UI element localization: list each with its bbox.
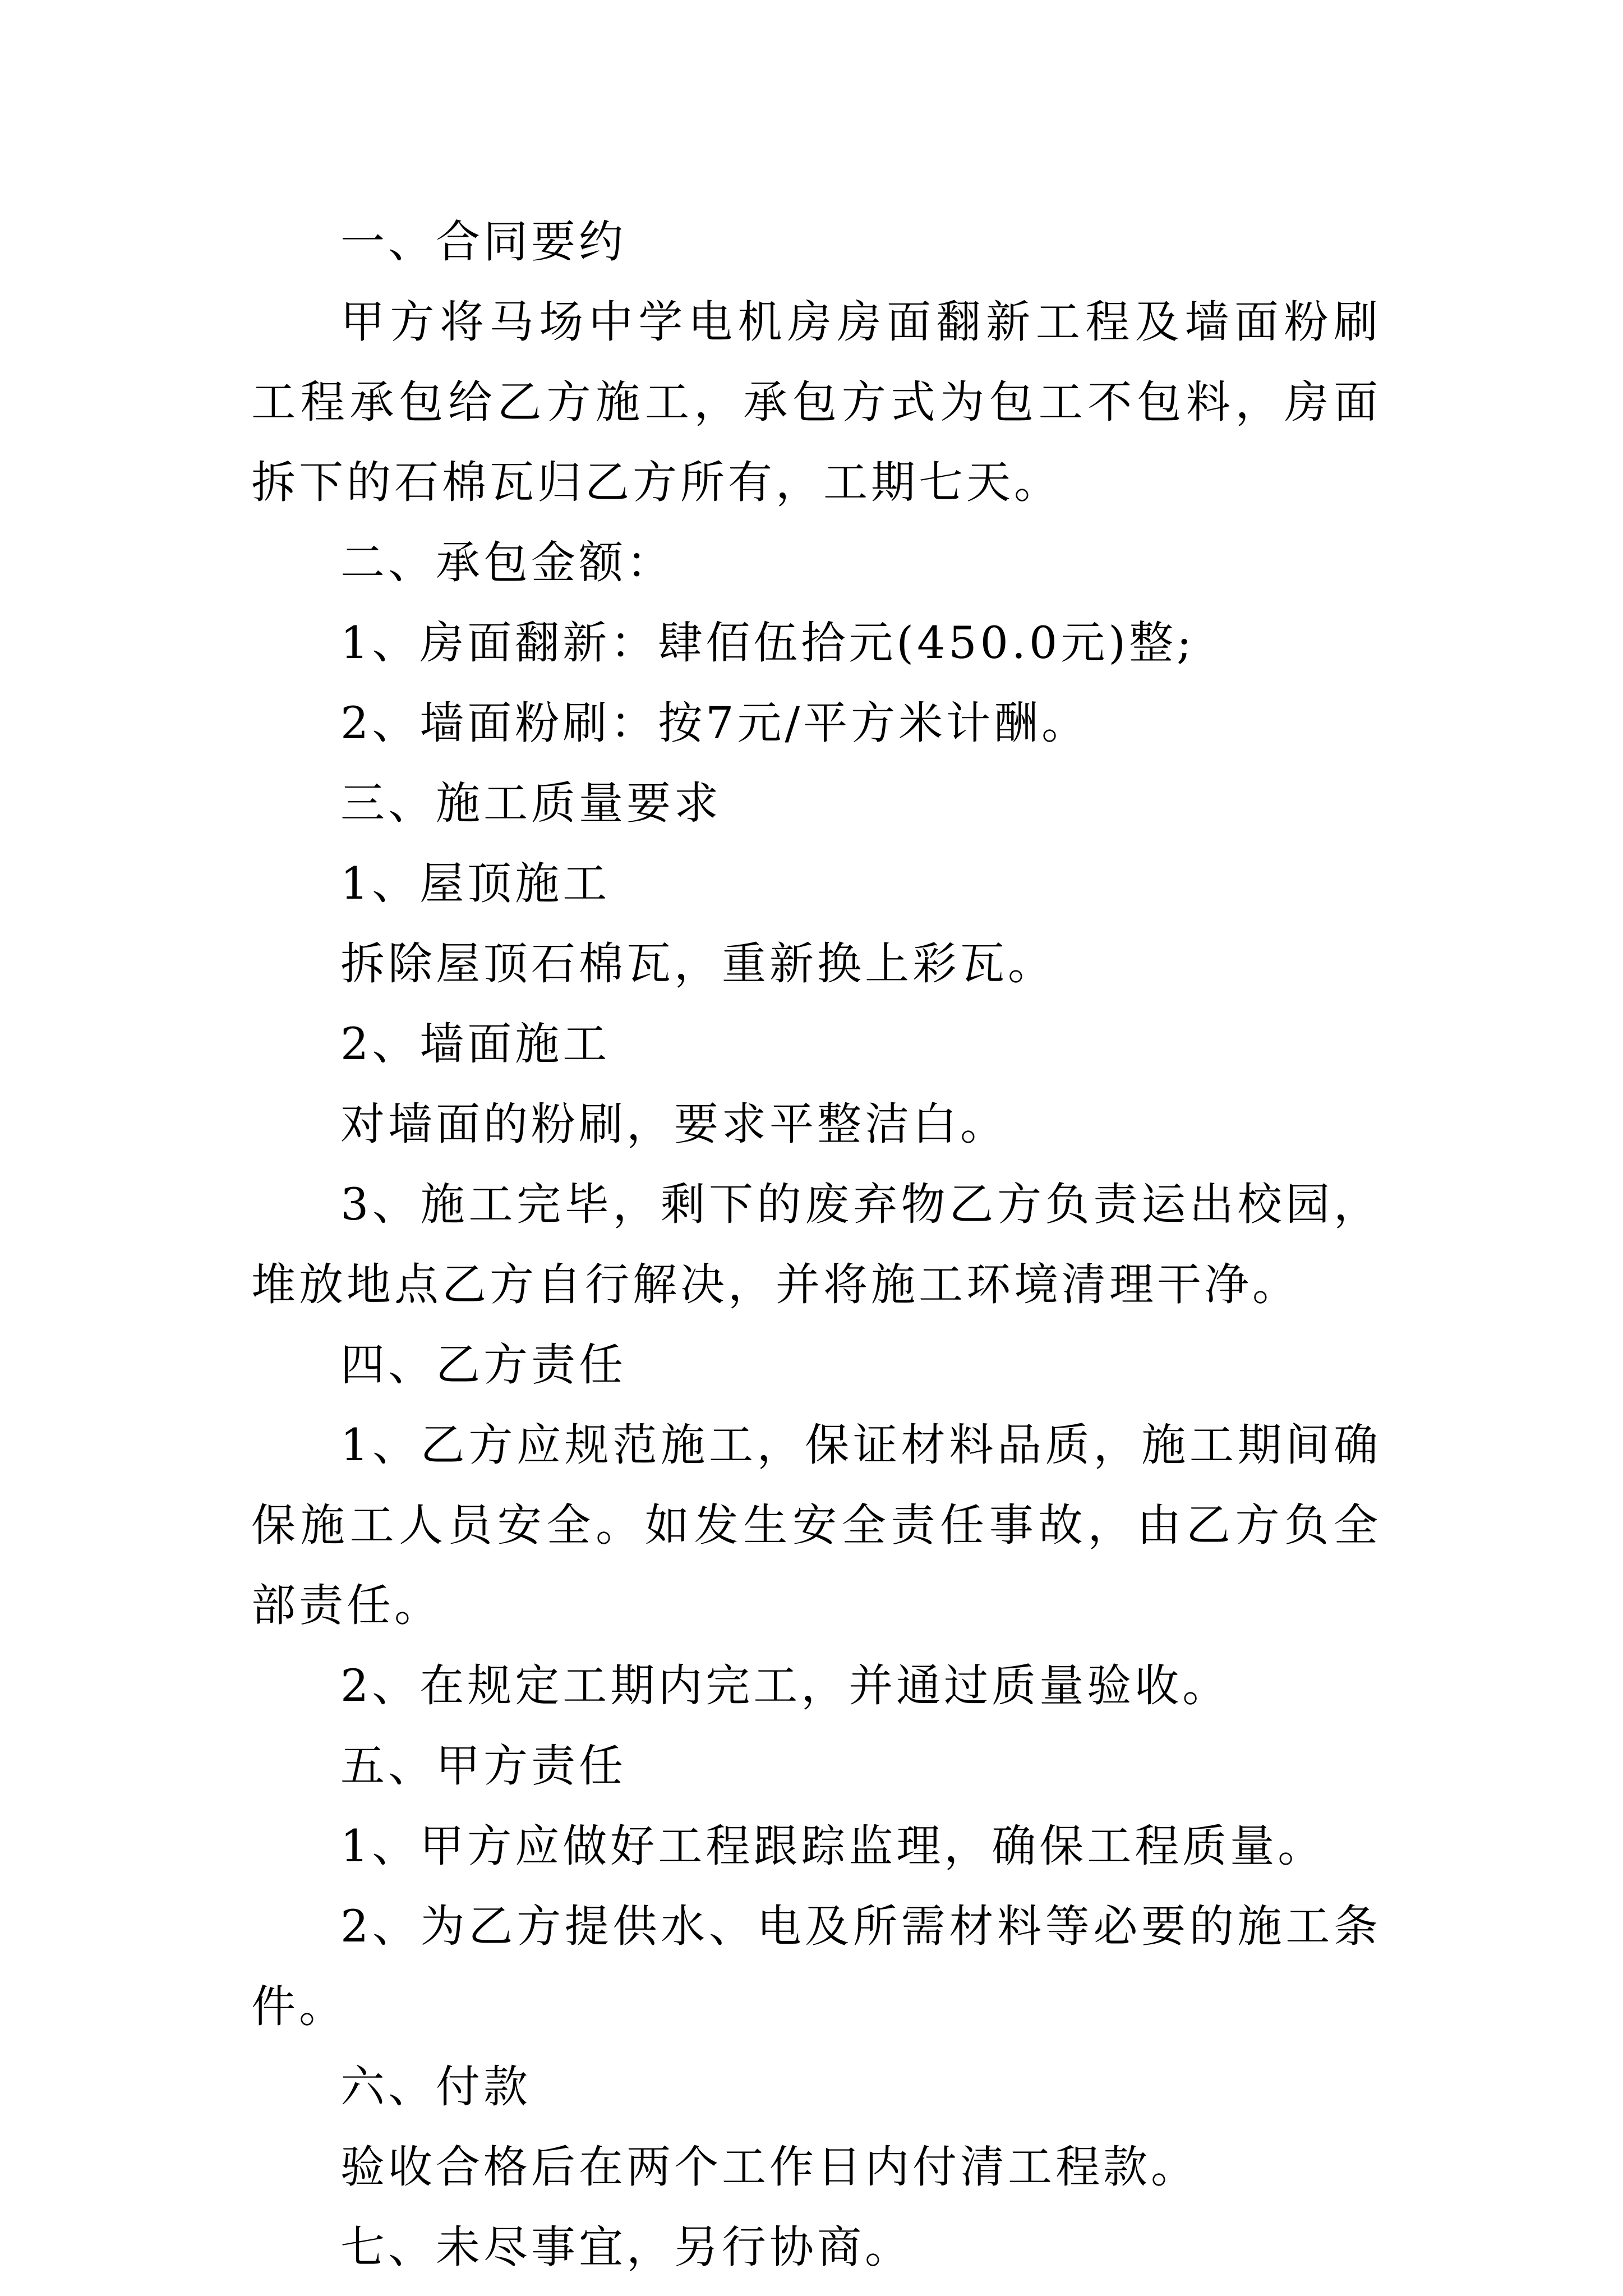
item-party-b-deadline: 2、在规定工期内完工，并通过质量验收。	[340, 1660, 1230, 1711]
heading-contract-terms: 一、合同要约	[340, 216, 626, 268]
paragraph-contract-scope: 甲方将马场中学电机房房面翻新工程及墙面粉刷工程承包给乙方施工，承包方式为包工不包料，房面拆下的石棉瓦归乙方所有，工期七天。	[251, 296, 1381, 508]
paragraph-wall-work-detail: 对墙面的粉刷，要求平整洁白。	[340, 1098, 1008, 1150]
heading-party-b-duties: 四、乙方责任	[340, 1339, 626, 1391]
item-wall-painting-fee: 2、墙面粉刷：按7元/平方米计酬。	[340, 697, 1090, 749]
paragraph-roof-work-detail: 拆除屋顶石棉瓦，重新换上彩瓦。	[340, 938, 1055, 990]
heading-contract-amount: 二、承包金额：	[340, 537, 674, 588]
item-roof-renovation-fee: 1、房面翻新：肆佰伍拾元(450.0元)整;	[340, 617, 1195, 669]
heading-other-matters: 七、未尽事宜，另行协商。	[340, 2221, 912, 2273]
heading-quality-requirements: 三、施工质量要求	[340, 777, 722, 829]
document-body	[251, 202, 1381, 2288]
item-party-b-safety: 1、乙方应规范施工，保证材料品质，施工期间确保施工人员安全。如发生安全责任事故，由乙方负全部责任。	[251, 1419, 1381, 1631]
paragraph-payment-detail: 验收合格后在两个工作日内付清工程款。	[340, 2141, 1198, 2193]
item-waste-cleanup: 3、施工完毕，剩下的废弃物乙方负责运出校园，堆放地点乙方自行解决，并将施工环境清理干净。	[251, 1179, 1381, 1310]
heading-payment: 六、付款	[340, 2061, 531, 2113]
item-party-a-supervision: 1、甲方应做好工程跟踪监理，确保工程质量。	[340, 1820, 1326, 1872]
item-roof-work: 1、屋顶施工	[340, 858, 611, 909]
item-wall-work: 2、墙面施工	[340, 1018, 611, 1070]
heading-party-a-duties: 五、甲方责任	[340, 1740, 626, 1792]
item-party-a-supplies: 2、为乙方提供水、电及所需材料等必要的施工条件。	[251, 1901, 1381, 2032]
